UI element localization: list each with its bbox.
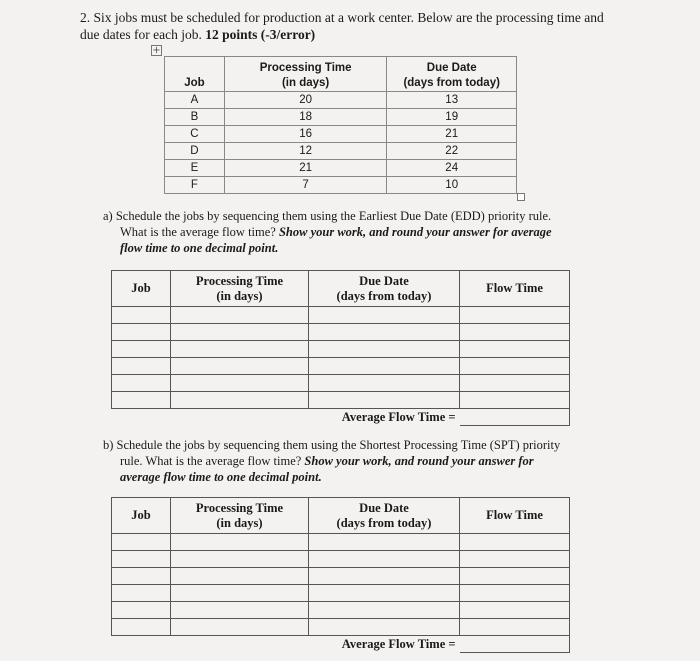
given-header-processing-time: Processing Time (in days) — [224, 57, 387, 92]
table-row[interactable] — [112, 307, 570, 324]
table-row — [165, 160, 517, 177]
part-b-prompt: b) Schedule the jobs by sequencing them using the Shortest Processing Time (SPT) priority rule. What is the average flow time? Show your work, and round your answer for average flow time to one decimal point. — [103, 438, 561, 484]
due-date-cell: 10 — [387, 177, 517, 194]
table-row — [165, 109, 517, 126]
answer-cell[interactable] — [112, 551, 171, 568]
question-points: 12 points (-3/error) — [205, 27, 316, 42]
answer-cell[interactable] — [112, 341, 171, 358]
question-title — [80, 9, 680, 43]
table-row — [165, 92, 517, 109]
answer-cell[interactable] — [112, 307, 171, 324]
due-date-cell: 24 — [387, 160, 517, 177]
answer-cell[interactable] — [171, 551, 309, 568]
edd-average-label: Average Flow Time = — [341, 409, 456, 424]
answer-cell[interactable] — [309, 619, 460, 636]
table-row — [165, 126, 517, 143]
table-row[interactable] — [112, 324, 570, 341]
resize-handle-icon[interactable] — [517, 193, 525, 201]
answer-cell[interactable] — [112, 602, 171, 619]
job-cell: C — [165, 126, 225, 143]
spt-header-flow-time: Flow Time — [460, 498, 570, 534]
job-cell: D — [165, 143, 225, 160]
given-header-due-date: Due Date (days from today) — [387, 57, 517, 92]
edd-average-row — [112, 409, 570, 426]
spt-average-label: Average Flow Time = — [341, 636, 456, 651]
spt-average-value[interactable] — [460, 636, 570, 653]
table-row[interactable] — [112, 602, 570, 619]
spt-header-job: Job — [112, 498, 171, 534]
processing-time-cell: 20 — [224, 92, 387, 109]
answer-cell[interactable] — [309, 534, 460, 551]
due-date-cell: 13 — [387, 92, 517, 109]
answer-cell[interactable] — [309, 392, 460, 409]
processing-time-cell: 21 — [224, 160, 387, 177]
processing-time-cell: 18 — [224, 109, 387, 126]
answer-cell[interactable] — [171, 324, 309, 341]
answer-cell[interactable] — [112, 324, 171, 341]
edd-table-header — [112, 271, 570, 307]
answer-cell[interactable] — [309, 602, 460, 619]
answer-cell[interactable] — [309, 375, 460, 392]
answer-cell[interactable] — [309, 568, 460, 585]
spt-header-due-date: Due Date (days from today) — [309, 498, 460, 534]
table-row[interactable] — [112, 568, 570, 585]
question-line-1: 2. Six jobs must be scheduled for production at a work center. Below are the processing time and — [80, 10, 604, 25]
table-row[interactable] — [112, 341, 570, 358]
part-a-prompt: a) Schedule the jobs by sequencing them using the Earliest Due Date (EDD) priority rule. What is the average flow time? Show your work, and round your answer for average flow time to one decimal point. — [103, 209, 552, 255]
answer-cell[interactable] — [171, 585, 309, 602]
answer-cell[interactable] — [112, 358, 171, 375]
answer-cell[interactable] — [171, 534, 309, 551]
given-header-job: Job — [165, 57, 225, 92]
edd-header-processing-time: Processing Time (in days) — [171, 271, 309, 307]
table-move-icon[interactable]: + — [152, 45, 161, 56]
answer-cell[interactable] — [309, 307, 460, 324]
job-cell: B — [165, 109, 225, 126]
table-row[interactable] — [112, 375, 570, 392]
due-date-cell: 21 — [387, 126, 517, 143]
answer-cell[interactable] — [309, 551, 460, 568]
processing-time-cell: 7 — [224, 177, 387, 194]
processing-time-cell: 16 — [224, 126, 387, 143]
answer-cell[interactable] — [112, 619, 171, 636]
question-line-2: due dates for each job. — [80, 27, 206, 42]
job-cell: A — [165, 92, 225, 109]
given-table-header — [165, 57, 517, 92]
answer-cell[interactable] — [112, 534, 171, 551]
table-row[interactable] — [112, 392, 570, 409]
job-cell: F — [165, 177, 225, 194]
edd-answer-table — [111, 270, 570, 426]
answer-cell[interactable] — [112, 392, 171, 409]
answer-cell[interactable] — [309, 341, 460, 358]
table-row[interactable] — [112, 619, 570, 636]
answer-cell[interactable] — [171, 568, 309, 585]
answer-cell[interactable] — [309, 324, 460, 341]
edd-header-flow-time: Flow Time — [460, 271, 570, 307]
answer-cell[interactable] — [460, 619, 570, 636]
answer-cell[interactable] — [460, 568, 570, 585]
table-row[interactable] — [112, 534, 570, 551]
answer-cell[interactable] — [460, 551, 570, 568]
answer-cell[interactable] — [171, 358, 309, 375]
answer-cell[interactable] — [171, 602, 309, 619]
answer-cell[interactable] — [171, 307, 309, 324]
answer-cell[interactable] — [460, 375, 570, 392]
due-date-cell: 19 — [387, 109, 517, 126]
spt-header-processing-time: Processing Time (in days) — [171, 498, 309, 534]
table-row — [165, 177, 517, 194]
job-cell: E — [165, 160, 225, 177]
table-row[interactable] — [112, 358, 570, 375]
due-date-cell: 22 — [387, 143, 517, 160]
answer-cell[interactable] — [309, 585, 460, 602]
answer-cell[interactable] — [171, 392, 309, 409]
spt-answer-table — [111, 497, 570, 653]
spt-table-header — [112, 498, 570, 534]
edd-average-value[interactable] — [460, 409, 570, 426]
table-row[interactable] — [112, 585, 570, 602]
answer-cell[interactable] — [460, 307, 570, 324]
answer-cell[interactable] — [112, 585, 171, 602]
answer-cell[interactable] — [460, 585, 570, 602]
answer-cell[interactable] — [460, 341, 570, 358]
table-row[interactable] — [112, 551, 570, 568]
answer-cell[interactable] — [171, 341, 309, 358]
table-row — [165, 143, 517, 160]
answer-cell[interactable] — [171, 375, 309, 392]
answer-cell[interactable] — [112, 375, 171, 392]
answer-cell[interactable] — [460, 392, 570, 409]
answer-cell[interactable] — [460, 358, 570, 375]
answer-cell[interactable] — [460, 534, 570, 551]
answer-cell[interactable] — [309, 358, 460, 375]
answer-cell[interactable] — [460, 602, 570, 619]
edd-header-due-date: Due Date (days from today) — [309, 271, 460, 307]
spt-average-row — [112, 636, 570, 653]
answer-cell[interactable] — [460, 324, 570, 341]
answer-cell[interactable] — [112, 568, 171, 585]
edd-header-job: Job — [112, 271, 171, 307]
given-jobs-table — [164, 56, 517, 194]
processing-time-cell: 12 — [224, 143, 387, 160]
answer-cell[interactable] — [171, 619, 309, 636]
